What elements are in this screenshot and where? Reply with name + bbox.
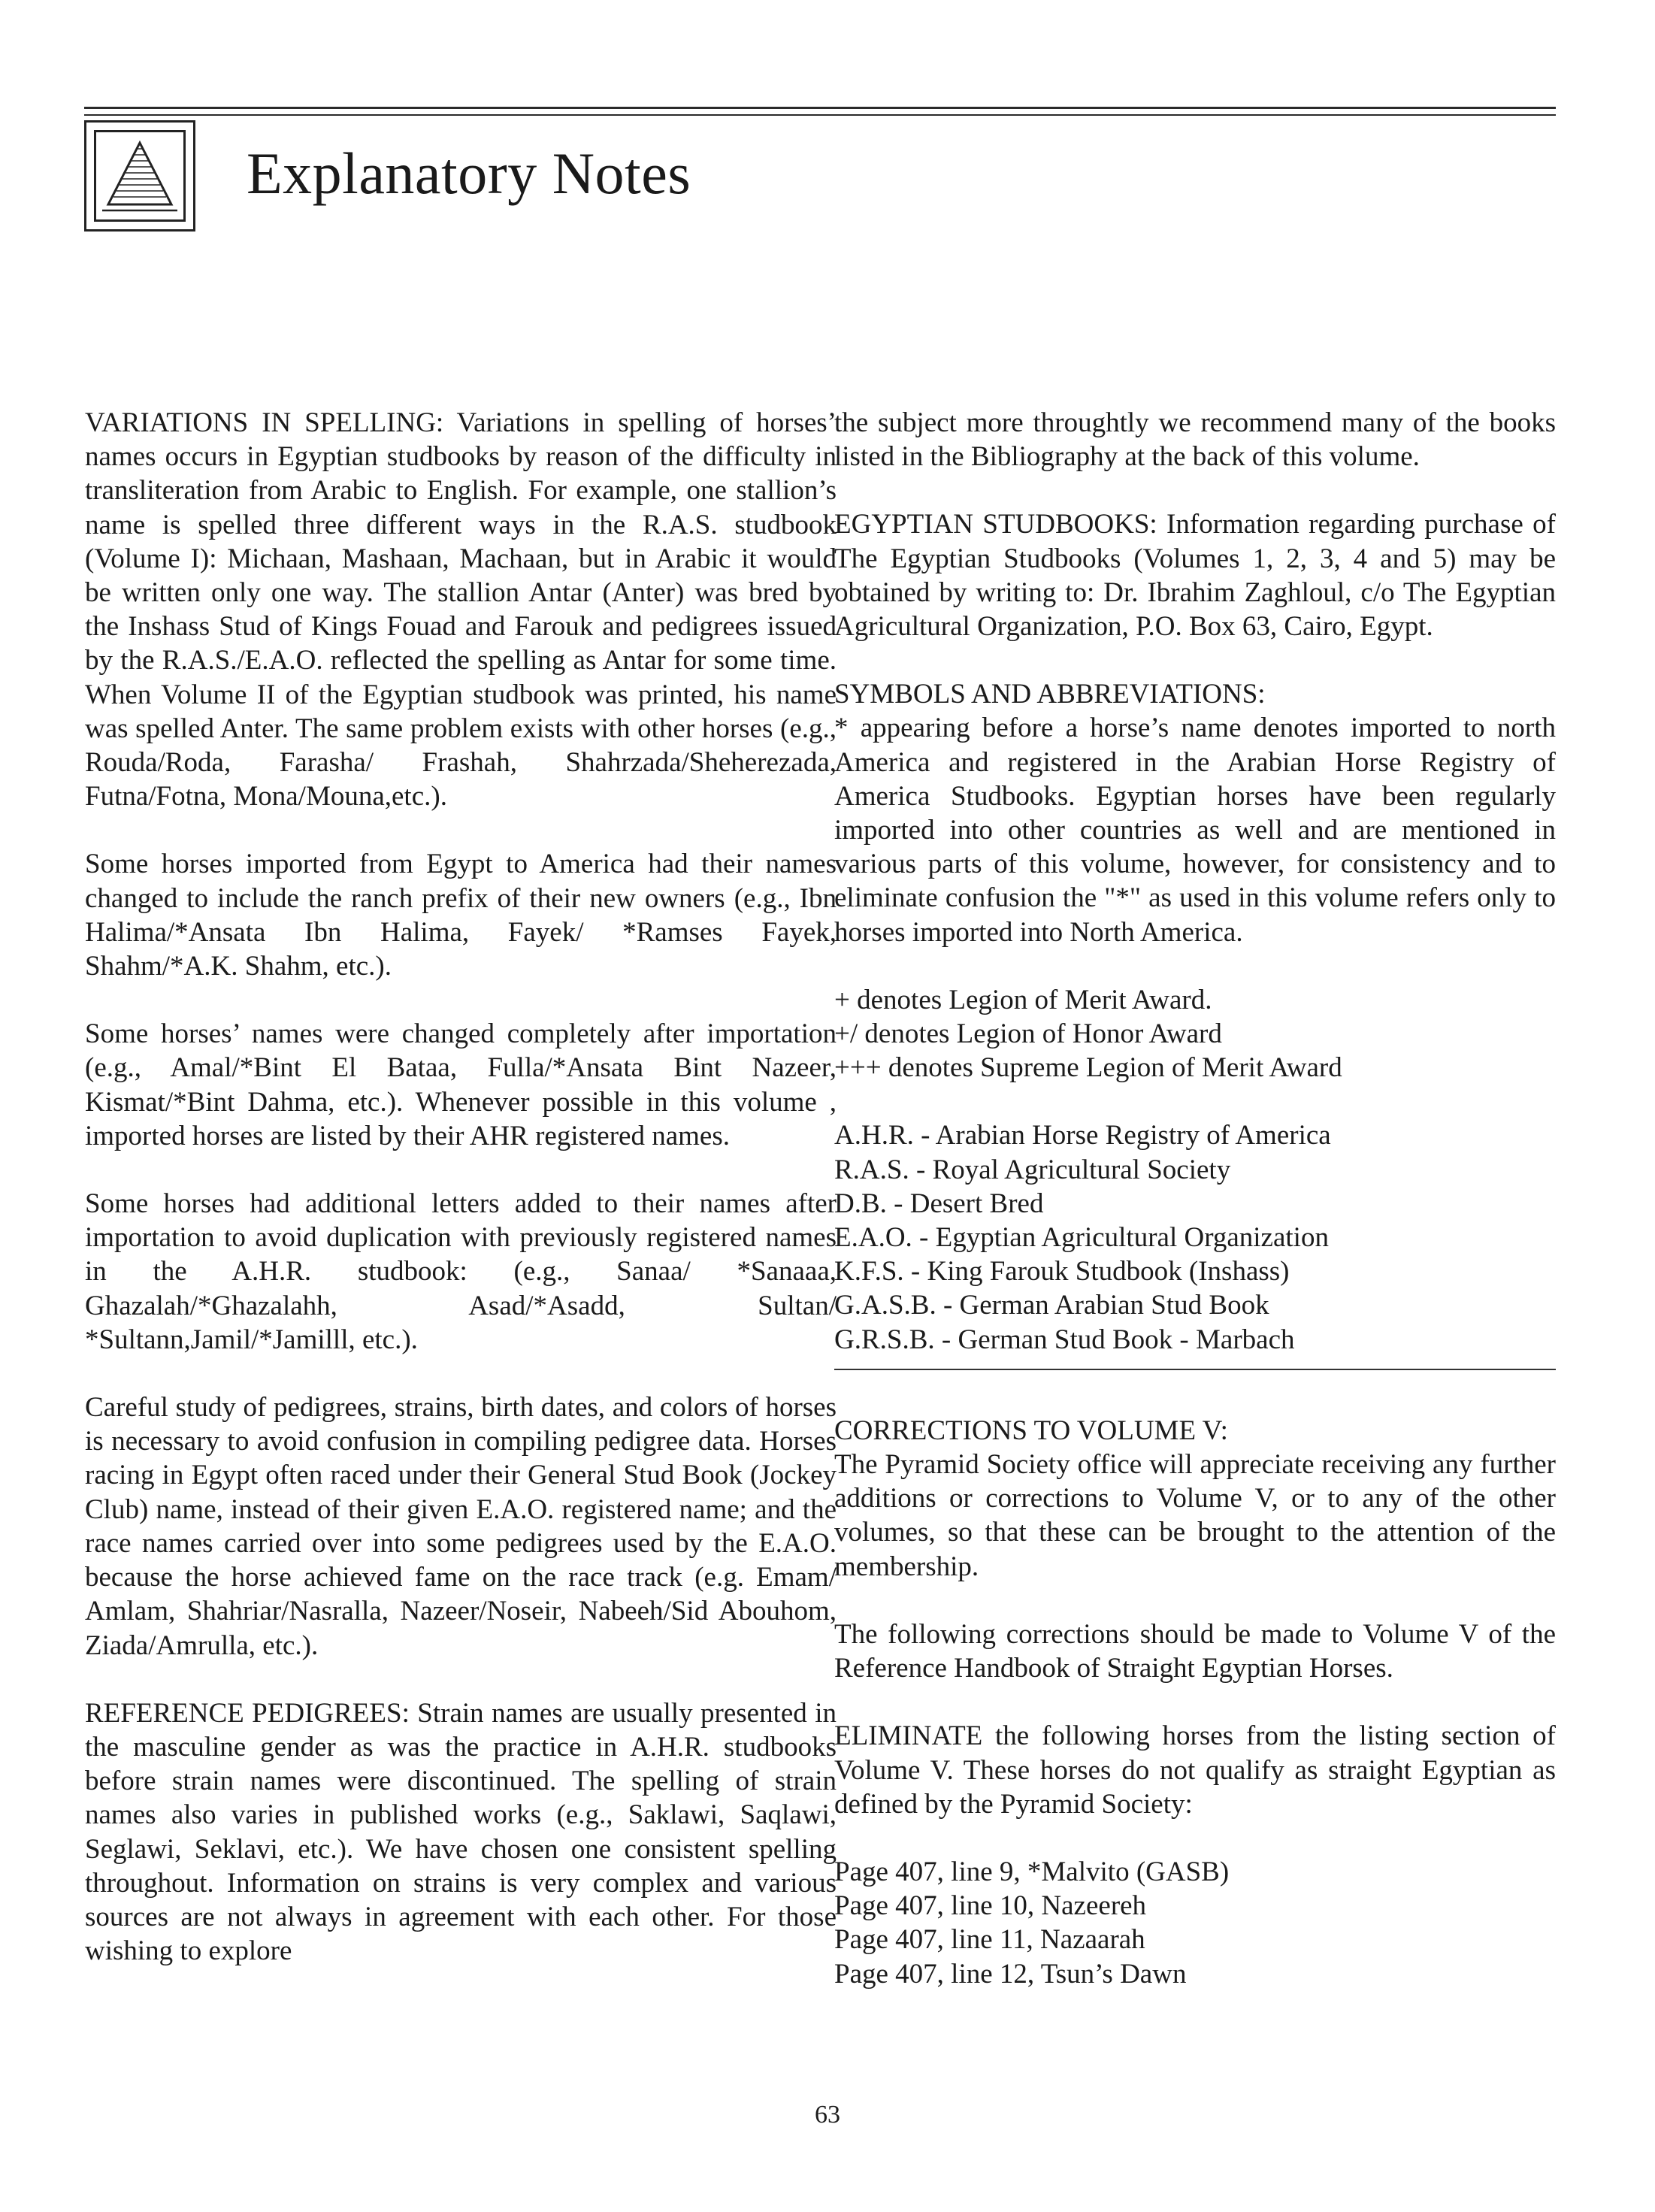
changed-names-paragraph: Some horses’ names were changed completely after importation (e.g., Amal/*Bint El Bataa, Fulla/*Ansata Bint Nazeer, Kismat/*Bint Dahma, etc.). Whenever possible in this volume , imported horses are listed by their AHR registered names. — [85, 1018, 837, 1151]
following-corrections-paragraph: The following corrections should be made to Volume V of the Reference Handbook of Straight Egyptian Horses. — [834, 1618, 1556, 1684]
eliminated-horse-item: Page 407, line 12, Tsun’s Dawn — [834, 1958, 1187, 1990]
eliminated-horse-item: Page 407, line 9, *Malvito (GASB) — [834, 1856, 1230, 1887]
page-number: 63 — [815, 2101, 840, 2129]
corrections-paragraph: The Pyramid Society office will appreciate receiving any further additions or corrections to Volume V, or to any of the other volumes, so that these can be brought to the attention of the membership. — [834, 1449, 1556, 1582]
abbreviations-list — [834, 1118, 1556, 1356]
eliminated-horse-item: Page 407, line 11, Nazaarah — [834, 1924, 1145, 1956]
symbols-heading: SYMBOLS AND ABBREVIATIONS: — [834, 679, 1266, 710]
award-item: +/ denotes Legion of Honor Award — [834, 1018, 1222, 1050]
abbreviation-item: D.B. - Desert Bred — [834, 1188, 1044, 1219]
corrections-heading: CORRECTIONS TO VOLUME V: — [834, 1415, 1228, 1446]
page-title: Explanatory Notes — [247, 141, 691, 206]
corrections-section — [834, 1414, 1556, 1584]
eliminate-paragraph: ELIMINATE the following horses from the listing section of Volume V. These horses do not qualify as straight Egyptian as defined by the Pyramid Society: — [834, 1720, 1556, 1820]
header-rule-thick — [84, 107, 1556, 109]
award-item: + denotes Legion of Merit Award. — [834, 984, 1212, 1015]
abbreviation-item: E.A.O. - Egyptian Agricultural Organization — [834, 1222, 1329, 1254]
symbols-paragraph: * appearing before a horse’s name denotes imported to north America and registered in the Arabian Horse Registry of America Studbooks. Egyptian horses have been regularly imported into other countries as well and are mentioned in various parts of this volume, however, for consistency and to eliminate confusion the "*" as used in this volume refers only to horses imported into North America. — [834, 713, 1556, 948]
continuation-paragraph: the subject more throughtly we recommend many of the books listed in the Bibliography at the back of this volume. — [834, 407, 1556, 473]
abbreviation-item: A.H.R. - Arabian Horse Registry of America — [834, 1120, 1331, 1151]
egyptian-studbooks-paragraph: EGYPTIAN STUDBOOKS: Information regarding purchase of The Egyptian Studbooks (Volumes 1, 2, 3, 4 and 5) may be obtained by writing to: Dr. Ibrahim Zaghloul, c/o The Egyptian Agricultural Organization, P.O. Box 63, Cairo, Egypt. — [834, 509, 1556, 643]
additional-letters-paragraph: Some horses had additional letters added to their names after importation to avoid duplication with previously registered names in the A.H.R. studbook: (e.g., Sanaa/ *Sanaaa, Ghazalah/*Ghazalahh, Asad/*Asadd, Sultan/ *Sultann,Jamil/*Jamilll, etc.). — [85, 1188, 837, 1355]
variations-in-spelling-paragraph: VARIATIONS IN SPELLING: Variations in spelling of horses’ names occurs in Egyptian studbooks by reason of the difficulty in transliteration from Arabic to English. For example, one stallion’s name is spelled three different ways in the R.A.S. studbook (Volume I): Michaan, Mashaan, Machaan, but in Arabic it would be written only one way. The stallion Antar (Anter) was bred by the Inshass Stud of Kings Fouad and Farouk and pedigrees issued by the R.A.S./E.A.O. reflected the spelling as Antar for some time. When Volume II of the Egyptian studbook was printed, his name was spelled Anter. The same problem exists with other horses (e.g., Rouda/Roda, Farasha/ Frashah, Shahrzada/Sheherezada, Futna/Fotna, Mona/Mouna,etc.). — [85, 407, 837, 812]
abbreviation-item: K.F.S. - King Farouk Studbook (Inshass) — [834, 1256, 1290, 1288]
pyramid-logo — [84, 120, 195, 231]
ranch-prefix-paragraph: Some horses imported from Egypt to America had their names changed to include the ranch prefix of their new owners (e.g., Ibn Halima/*Ansata Ibn Halima, Fayek/ *Ramses Fayek, Shahm/*A.K. Shahm, etc.). — [85, 849, 837, 982]
abbreviation-item: G.R.S.B. - German Stud Book - Marbach — [834, 1324, 1295, 1355]
abbreviation-item: R.A.S. - Royal Agricultural Society — [834, 1154, 1231, 1185]
award-item: +++ denotes Supreme Legion of Merit Award — [834, 1052, 1342, 1084]
abbreviation-item: G.A.S.B. - German Arabian Stud Book — [834, 1290, 1269, 1321]
eliminated-horses-list — [834, 1855, 1556, 1991]
header-rule-thin — [84, 114, 1556, 116]
left-column — [85, 406, 837, 1968]
section-divider — [834, 1369, 1556, 1370]
pyramid-logo-frame — [94, 130, 186, 222]
awards-list — [834, 983, 1556, 1085]
careful-study-paragraph: Careful study of pedigrees, strains, birth dates, and colors of horses is necessary to avoid confusion in compiling pedigree data. Horses racing in Egypt often raced under their General Stud Book (Jockey Club) name, instead of their given E.A.O. registered name; and the race names carried over into some pedigrees used by the E.A.O. because the horse achieved fame on the race track (e.g. Emam/ Amlam, Shahriar/Nasralla, Nazeer/Noseir, Nabeeh/Sid Abouhom, Ziada/Amrulla, etc.). — [85, 1392, 837, 1661]
pyramid-icon — [96, 132, 183, 219]
symbols-section — [834, 677, 1556, 949]
reference-pedigrees-paragraph: REFERENCE PEDIGREES: Strain names are usually presented in the masculine gender as was the practice in A.H.R. studbooks before strain names were discontinued. The spelling of strain names also varies in published works (e.g., Saklawi, Saqlawi, Seglawi, Seklavi, etc.). We have chosen one consistent spelling throughout. Information on strains is very complex and various sources are not always in agreement with each other. For those wishing to explore — [85, 1697, 837, 1967]
right-column — [834, 406, 1556, 1991]
eliminated-horse-item: Page 407, line 10, Nazeereh — [834, 1890, 1147, 1922]
